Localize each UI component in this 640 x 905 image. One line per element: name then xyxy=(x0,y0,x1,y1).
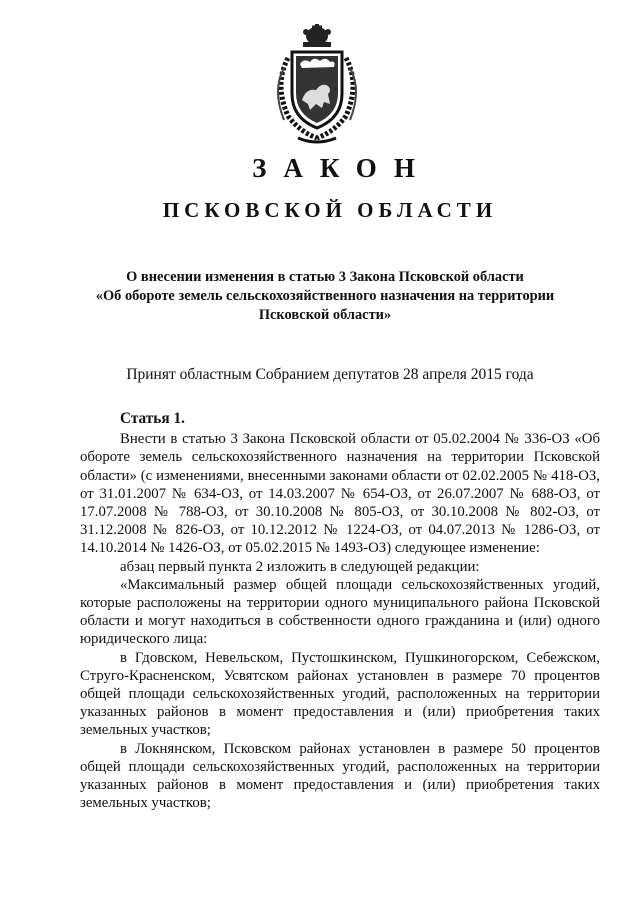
article-paragraph-3: «Максимальный размер общей площади сельскохозяйственных угодий, которые расположены на территории одного муниципального района Псковской области и могут находиться в собственности одного гражданина и (или) одного юридического лица: xyxy=(80,576,600,648)
article-paragraph-4: в Гдовском, Невельском, Пустошкинском, Пушкиногорском, Себежском, Струго-Красненском, Усвятском районах установлен в размере 70 процентов общей площади сельскохозяйственных угодий, расположенных на территории указанных районов в момент предоставления и (или) приобретения таких земельных участков; xyxy=(80,649,600,739)
article-body xyxy=(80,410,600,812)
law-heading xyxy=(90,268,560,325)
coat-of-arms-icon xyxy=(268,24,366,146)
law-title: ЗАКОН xyxy=(252,153,432,183)
heading-line-2: «Об обороте земель сельскохозяйственного назначения на территории xyxy=(95,288,555,304)
heading-line-3: Псковской области» xyxy=(258,307,392,323)
article-paragraph-1: Внести в статью 3 Закона Псковской области от 05.02.2004 № 336-ОЗ «Об обороте земель сельскохозяйственного назначения на территории Псковской области» (с изменениями, внесенными законами области от 02.02.2005 № 418-ОЗ, от 31.01.2007 № 634-ОЗ, от 14.03.2007 № 654-ОЗ, от 26.07.2007 № 688-ОЗ, от 17.07.2008 № 788-ОЗ, от 30.10.2008 № 805-ОЗ, от 30.10.2008 № 802-ОЗ, от 31.12.2008 № 826-ОЗ, от 10.12.2012 № 1224-ОЗ, от 04.07.2013 № 1286-ОЗ, от 14.10.2014 № 1426-ОЗ, от 05.02.2015 № 1493-ОЗ) следующее изменение: xyxy=(80,431,600,557)
heading-line-1: О внесении изменения в статью 3 Закона Псковской области xyxy=(126,269,524,285)
article-title: Статья 1. xyxy=(120,410,185,427)
region-title: ПСКОВСКОЙ ОБЛАСТИ xyxy=(162,198,498,222)
article-paragraph-2: абзац первый пункта 2 изложить в следующей редакции: xyxy=(120,558,480,575)
article-paragraph-5: в Локнянском, Псковском районах установлен в размере 50 процентов общей площади сельскохозяйственных угодий, расположенных на территории указанных районов в момент предоставления и (или) приобретения таких земельных участков; xyxy=(80,740,600,812)
adoption-note: Принят областным Собранием депутатов 28 апреля 2015 года xyxy=(126,366,534,383)
